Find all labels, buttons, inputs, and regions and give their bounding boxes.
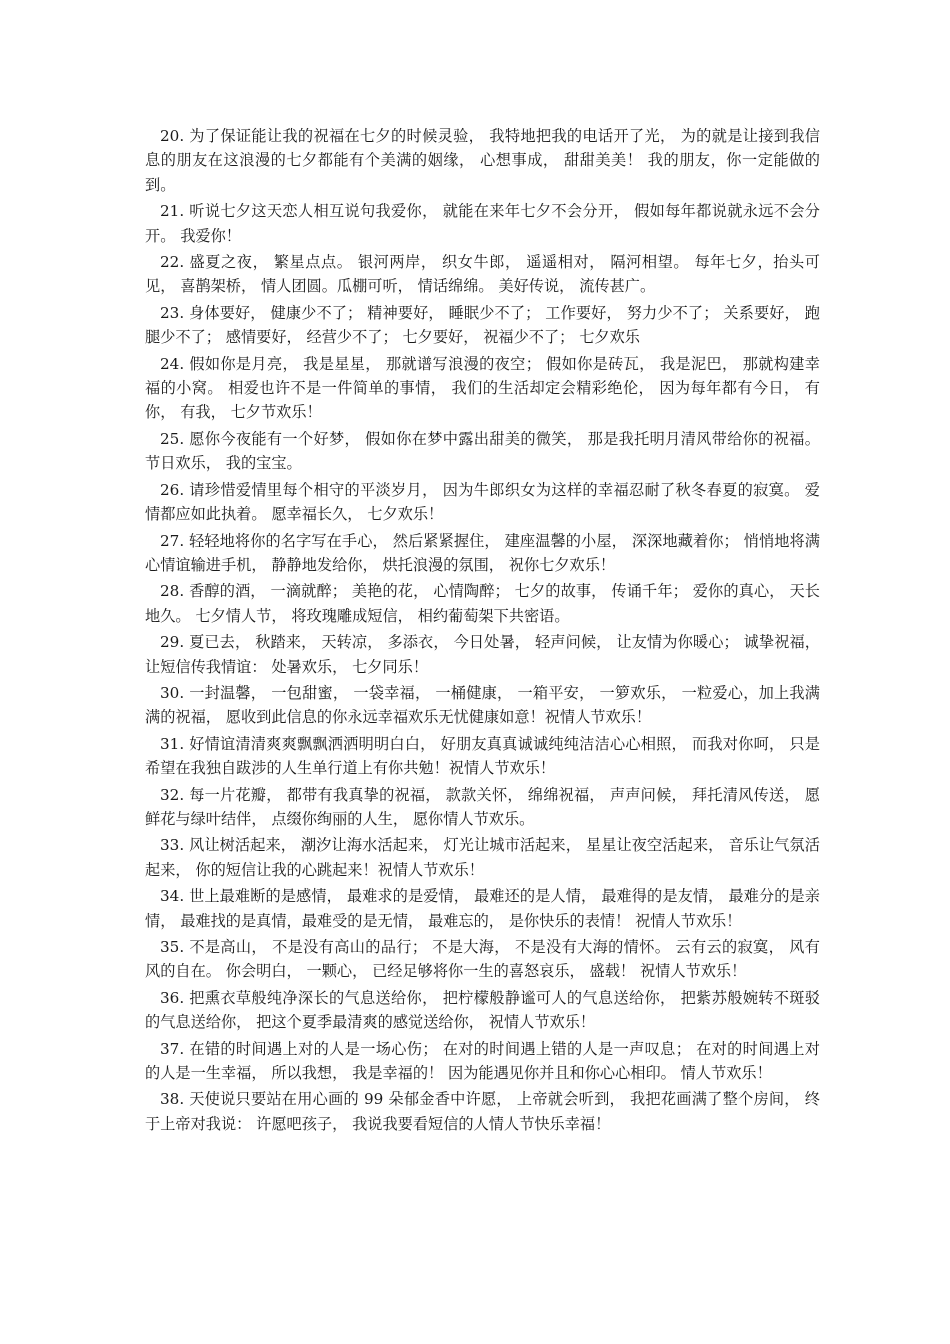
paragraph-24: 24. 假如你是月亮， 我是星星， 那就谱写浪漫的夜空； 假如你是砖瓦， 我是泥巴， 那就构建幸福的小窝。 相爱也许不是一件简单的事情， 我们的生活却定会精彩绝伦， 因为每年都有今日， 有你， 有我， 七夕节欢乐！ <box>145 354 820 422</box>
paragraph-27: 27. 轻轻地将你的名字写在手心， 然后紧紧握住， 建座温馨的小屋， 深深地藏着你； 悄悄地将满心情谊输进手机， 静静地发给你， 烘托浪漫的氛围， 祝你七夕欢乐！ <box>145 531 820 574</box>
paragraph-38: 38. 天使说只要站在用心画的 99 朵郁金香中许愿， 上帝就会听到， 我把花画满了整个房间， 终于上帝对我说： 许愿吧孩子， 我说我要看短信的人情人节快乐幸福！ <box>145 1090 820 1133</box>
paragraph-31: 31. 好情谊清清爽爽飘飘洒洒明明白白， 好朋友真真诚诚纯纯洁洁心心相照， 而我对你呵， 只是希望在我独自跋涉的人生单行道上有你共勉！祝情人节欢乐！ <box>145 734 820 778</box>
paragraph-35: 35. 不是高山， 不是没有高山的品行； 不是大海， 不是没有大海的情怀。 云有云的寂寞， 风有风的自在。 你会明白， 一颗心， 已经足够将你一生的喜怒哀乐， 盛载！ 祝情人节欢乐！ <box>145 938 820 981</box>
paragraph-20: 20. 为了保证能让我的祝福在七夕的时候灵验， 我特地把我的电话开了光， 为的就是让接到我信息的朋友在这浪漫的七夕都能有个美满的姻缘， 心想事成， 甜甜美美！ 我的朋友，你一定能做的到。 <box>145 127 820 194</box>
paragraph-26: 26. 请珍惜爱情里每个相守的平淡岁月， 因为牛郎织女为这样的幸福忍耐了秋冬春夏的寂寞。 爱情都应如此执着。 愿幸福长久， 七夕欢乐！ <box>145 480 820 524</box>
document-body <box>145 124 820 1138</box>
paragraph-30: 30. 一封温馨， 一包甜蜜， 一袋幸福， 一桶健康， 一箱平安， 一箩欢乐， 一粒爱心，加上我满满的祝福， 愿收到此信息的你永远幸福欢乐无忧健康如意！祝情人节欢乐！ <box>145 683 820 727</box>
paragraph-34: 34. 世上最难断的是感情， 最难求的是爱情， 最难还的是人情， 最难得的是友情， 最难分的是亲情， 最难找的是真情，最难受的是无情， 最难忘的， 是你快乐的表情！ 祝情人节欢乐！ <box>145 887 820 930</box>
paragraph-28: 28. 香醇的酒， 一滴就醉； 美艳的花， 心情陶醉； 七夕的故事， 传诵千年； 爱你的真心， 天长地久。 七夕情人节， 将玫瑰雕成短信， 相约葡萄架下共密语。 <box>145 582 820 625</box>
paragraph-36: 36. 把熏衣草般纯净深长的气息送给你， 把柠檬般静谧可人的气息送给你， 把紫苏般婉转不斑驳的气息送给你， 把这个夏季最清爽的感觉送给你， 祝情人节欢乐！ <box>145 988 820 1032</box>
paragraph-25: 25. 愿你今夜能有一个好梦， 假如你在梦中露出甜美的微笑， 那是我托明月清风带给你的祝福。 节日欢乐， 我的宝宝。 <box>145 429 820 473</box>
paragraph-21: 21. 听说七夕这天恋人相互说句我爱你， 就能在来年七夕不会分开， 假如每年都说就永远不会分开。 我爱你！ <box>145 202 820 245</box>
paragraph-33: 33. 风让树活起来， 潮汐让海水活起来， 灯光让城市活起来， 星星让夜空活起来， 音乐让气氛活起来， 你的短信让我的心跳起来！祝情人节欢乐！ <box>145 836 820 879</box>
paragraph-37: 37. 在错的时间遇上对的人是一场心伤； 在对的时间遇上错的人是一声叹息； 在对的时间遇上对的人是一生幸福， 所以我想， 我是幸福的！ 因为能遇见你并且和你心心相印。 情人节欢乐！ <box>145 1039 820 1083</box>
paragraph-32: 32. 每一片花瓣， 都带有我真挚的祝福， 款款关怀， 绵绵祝福， 声声问候， 拜托清风传送， 愿鲜花与绿叶结伴， 点缀你绚丽的人生， 愿你情人节欢乐。 <box>145 785 820 828</box>
paragraph-22: 22. 盛夏之夜， 繁星点点。 银河两岸， 织女牛郎， 遥遥相对， 隔河相望。 每年七夕，抬头可见， 喜鹊架桥， 情人团圆。瓜棚可听， 情话绵绵。 美好传说， 流传甚广。 <box>145 253 820 296</box>
paragraph-29: 29. 夏已去， 秋踏来， 天转凉， 多添衣， 今日处暑， 轻声问候， 让友情为你暖心； 诚挚祝福， 让短信传我情谊： 处暑欢乐， 七夕同乐！ <box>145 633 820 676</box>
paragraph-23: 23. 身体要好， 健康少不了； 精神要好， 睡眠少不了； 工作要好， 努力少不了； 关系要好， 跑腿少不了； 感情要好， 经营少不了； 七夕要好， 祝福少不了； 七夕欢乐 <box>145 303 820 347</box>
